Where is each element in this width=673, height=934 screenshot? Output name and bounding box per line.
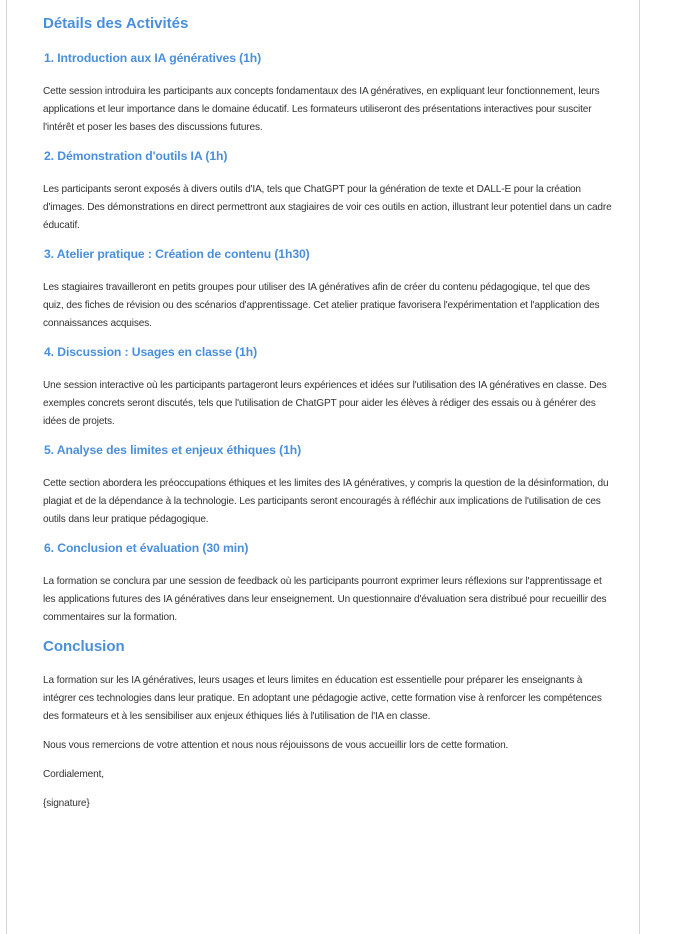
activity-description: Les stagiaires travailleront en petits groupes pour utiliser des IA génératives afin de créer du contenu pédagogique, tel que des quiz, des fiches de révision ou des scénarios d'apprentissage. Cet atelier pratique favorisera l'expérimentation et l'application des connaissances acquises. xyxy=(43,282,600,329)
conclusion-section xyxy=(43,637,613,813)
activity-title: 2. Démonstration d'outils IA (1h) xyxy=(44,149,228,163)
activity-item xyxy=(43,147,613,235)
activity-description: Cette section abordera les préoccupations éthiques et les limites des IA génératives, y compris la question de la désinformation, du plagiat et de la dépendance à la technologie. Les participants seront encouragés à réfléchir aux implications de l'utilisation de ces outils dans leur pratique pédagogique. xyxy=(43,478,609,525)
signature-placeholder: {signature} xyxy=(43,798,90,809)
document-content xyxy=(7,0,613,813)
activities-heading: Détails des Activités xyxy=(43,15,189,32)
activity-title: 3. Atelier pratique : Création de contenu (1h30) xyxy=(44,247,310,261)
activity-title: 4. Discussion : Usages en classe (1h) xyxy=(44,345,258,359)
document-page xyxy=(6,0,640,934)
activity-description: Une session interactive où les participants partageront leurs expériences et idées sur l'utilisation des IA génératives en classe. Des exemples concrets seront discutés, tels que l'utilisation de ChatGPT pour aider les élèves à rédiger des essais ou à générer des idées de projets. xyxy=(43,380,607,427)
activity-item xyxy=(43,49,613,137)
closing-text: Cordialement, xyxy=(43,769,104,780)
activity-item xyxy=(43,245,613,333)
activity-description: Cette session introduira les participants aux concepts fondamentaux des IA génératives, en expliquant leur fonctionnement, leurs applications et leur importance dans le domaine éducatif. Les formateurs utiliseront des présentations interactives pour susciter l'intérêt et poser les bases des discussions futures. xyxy=(43,86,600,133)
activity-item xyxy=(43,441,613,529)
activity-item xyxy=(43,539,613,627)
activity-description: Les participants seront exposés à divers outils d'IA, tels que ChatGPT pour la génération de texte et DALL-E pour la création d'images. Des démonstrations en direct permettront aux stagiaires de voir ces outils en action, illustrant leur potentiel dans un cadre éducatif. xyxy=(43,184,612,231)
thanks-text: Nous vous remercions de votre attention et nous nous réjouissons de vous accueillir lors de cette formation. xyxy=(43,740,509,751)
activity-item xyxy=(43,343,613,431)
conclusion-text: La formation sur les IA génératives, leurs usages et leurs limites en éducation est essentielle pour préparer les enseignants à intégrer ces technologies dans leur pratique. En adoptant une pédagogie active, cette formation vise à renforcer les compétences des formateurs et à les sensibiliser aux enjeux éthiques liés à l'utilisation de l'IA en classe. xyxy=(43,675,602,722)
activity-description: La formation se conclura par une session de feedback où les participants pourront exprimer leurs réflexions sur l'apprentissage et les applications futures des IA génératives dans leur enseignement. Un questionnaire d'évaluation sera distribué pour recueillir des commentaires sur la formation. xyxy=(43,576,607,623)
conclusion-heading: Conclusion xyxy=(43,638,125,655)
activity-title: 6. Conclusion et évaluation (30 min) xyxy=(44,541,249,555)
activity-title: 1. Introduction aux IA génératives (1h) xyxy=(44,51,262,65)
activity-title: 5. Analyse des limites et enjeux éthiques (1h) xyxy=(44,443,302,457)
